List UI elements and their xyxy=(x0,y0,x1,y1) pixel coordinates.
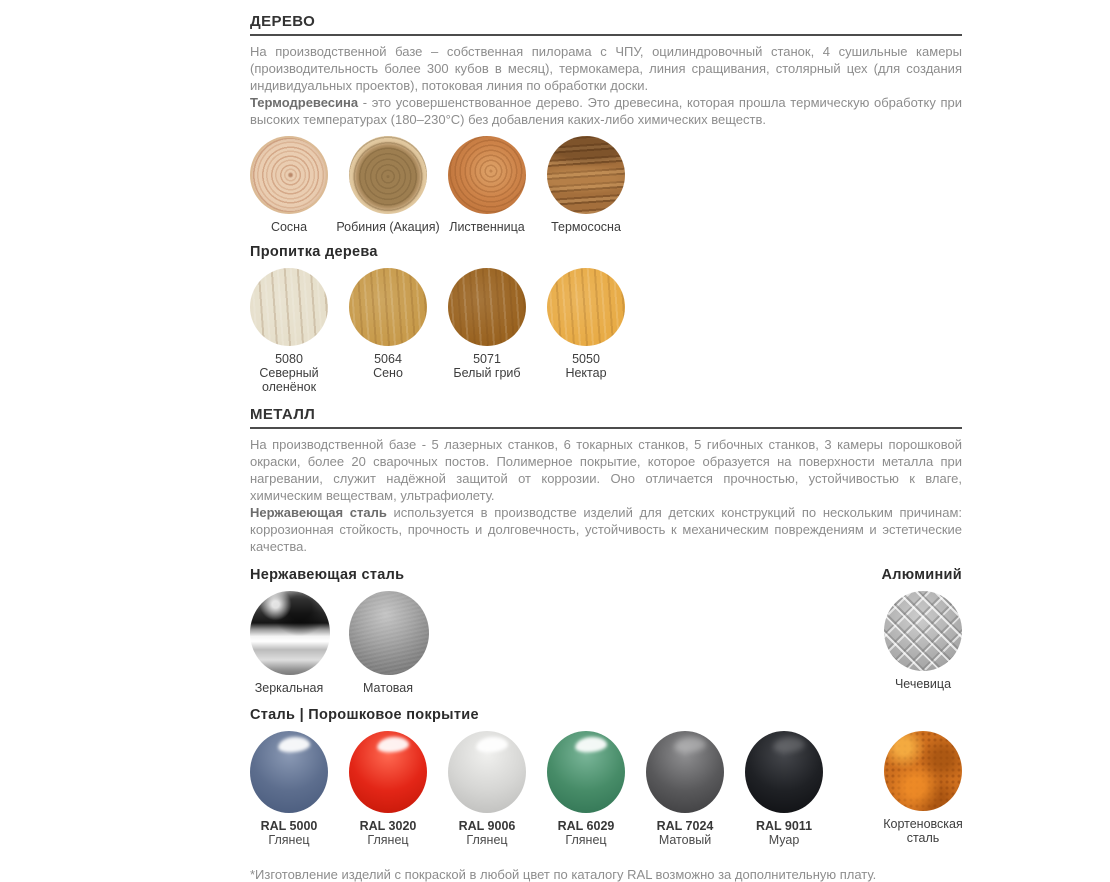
metal-section-title: МЕТАЛЛ xyxy=(250,406,316,423)
stain-swatch-5050 xyxy=(547,268,625,346)
stain-swatch-label: 5071 Белый гриб xyxy=(453,352,521,380)
stainless-rest-text: используется в производстве изделий для детских конструкций по нескольким причинам: коррозионная стойкость, прочность и долговечность, устойчивость к механическим повреждениям и эстетические качества. xyxy=(250,505,962,554)
wood-species-item xyxy=(547,136,625,234)
wood-species-item xyxy=(448,136,526,234)
wood-intro-text: На производственной базе – собственная пилорама с ЧПУ, оцилиндровочный станок, 4 сушильные камеры (производительность более 300 кубов в месяц), термокамера, линия сращивания, столярный цех (для создания индивидуальных проектов), потоковая линия по обработки доски. xyxy=(250,44,962,93)
ral-swatch-7024 xyxy=(646,731,724,813)
corten-steel-swatch xyxy=(884,731,962,811)
steel-swatch-label: Матовая xyxy=(363,681,413,695)
wood-swatch-pine xyxy=(250,136,328,214)
wood-swatch-larch xyxy=(448,136,526,214)
thermo-lead-text: Термодревесина xyxy=(250,95,359,110)
impregnation-item xyxy=(349,268,427,380)
ral-swatch-3020 xyxy=(349,731,427,813)
powder-item xyxy=(349,731,427,847)
powder-coating-title: Сталь | Порошковое покрытие xyxy=(250,707,479,723)
wood-section-title: ДЕРЕВО xyxy=(250,13,316,30)
stainless-lead-text: Нержавеющая сталь xyxy=(250,505,387,520)
stainless-heading-row xyxy=(250,567,962,583)
metal-intro-text: На производственной базе - 5 лазерных станков, 6 токарных станков, 5 гибочных станков, 3 камеры порошковой окраски, более 20 сварочных постов. Полимерное покрытие, которое образуется на поверхности металла при нагревании, служит надёжной защитой от коррозии. Оно отличается прочностью, устойчивостью к влаге, химическим веществам, ультрафиолету. xyxy=(250,437,962,503)
powder-item xyxy=(250,731,328,847)
ral-swatch-label: RAL 9006 Глянец xyxy=(458,819,516,847)
stain-swatch-label: 5080 Северный оленёнок xyxy=(259,352,319,394)
wood-thermo-text xyxy=(250,94,962,128)
footnote-text: *Изготовление изделий с покраской в любой цвет по каталогу RAL возможно за дополнительную плату. xyxy=(250,867,877,882)
wood-swatch-label: Робиния (Акация) xyxy=(336,220,440,234)
ral-swatch-label: RAL 5000 Глянец xyxy=(260,819,318,847)
ral-swatch-label: RAL 9011 Муар xyxy=(755,819,813,847)
stain-swatch-label: 5064 Сено xyxy=(373,352,403,380)
stain-swatch-5064 xyxy=(349,268,427,346)
powder-item xyxy=(448,731,526,847)
aluminum-swatch-label: Чечевица xyxy=(894,677,952,691)
steel-swatch-mirror xyxy=(250,591,330,675)
wood-section-divider xyxy=(250,34,962,36)
materials-catalog-page xyxy=(250,0,962,882)
wood-swatch-label: Лиственница xyxy=(449,220,525,234)
impregnation-title: Пропитка дерева xyxy=(250,244,378,260)
powder-item xyxy=(547,731,625,847)
ral-swatch-9011 xyxy=(745,731,823,813)
stain-swatch-5080 xyxy=(250,268,328,346)
wood-section xyxy=(250,13,962,394)
wood-swatch-label: Термососна xyxy=(551,220,621,234)
wood-species-item xyxy=(336,136,440,234)
ral-swatch-label: RAL 7024 Матовый xyxy=(656,819,714,847)
steel-swatch-matte xyxy=(349,591,429,675)
ral-swatch-label: RAL 3020 Глянец xyxy=(359,819,417,847)
wood-swatch-thermopine xyxy=(547,136,625,214)
powder-coating-row xyxy=(250,731,962,847)
aluminum-title: Алюминий xyxy=(881,567,962,583)
stainless-row xyxy=(250,591,962,695)
corten-item xyxy=(884,731,962,845)
wood-swatch-acacia xyxy=(349,136,427,214)
impregnation-row xyxy=(250,268,962,394)
impregnation-item xyxy=(547,268,625,380)
metal-section xyxy=(250,406,962,847)
stainless-item xyxy=(349,591,427,695)
powder-item xyxy=(745,731,823,847)
wood-species-row xyxy=(250,136,962,234)
impregnation-item xyxy=(448,268,526,380)
stain-swatch-label: 5050 Нектар xyxy=(565,352,607,380)
ral-swatch-5000 xyxy=(250,731,328,813)
wood-species-item xyxy=(250,136,328,234)
ral-swatch-label: RAL 6029 Глянец xyxy=(557,819,615,847)
metal-stainless-text xyxy=(250,504,962,555)
stainless-title: Нержавеющая сталь xyxy=(250,567,405,583)
wood-swatch-label: Сосна xyxy=(270,220,308,234)
aluminum-swatch-lentil xyxy=(884,591,962,671)
corten-swatch-label: Кортеновская сталь xyxy=(883,817,963,845)
ral-swatch-9006 xyxy=(448,731,526,813)
powder-item xyxy=(646,731,724,847)
thermo-rest-text: - это усовершенствованное дерево. Это древесина, которая прошла термическую обработку при высоких температурах (180–230°C) без добавления каких-либо химических веществ. xyxy=(250,95,962,127)
ral-swatch-6029 xyxy=(547,731,625,813)
aluminum-item xyxy=(884,591,962,691)
stainless-item xyxy=(250,591,328,695)
metal-section-divider xyxy=(250,427,962,429)
stain-swatch-5071 xyxy=(448,268,526,346)
impregnation-item xyxy=(250,268,328,394)
steel-swatch-label: Зеркальная xyxy=(254,681,324,695)
